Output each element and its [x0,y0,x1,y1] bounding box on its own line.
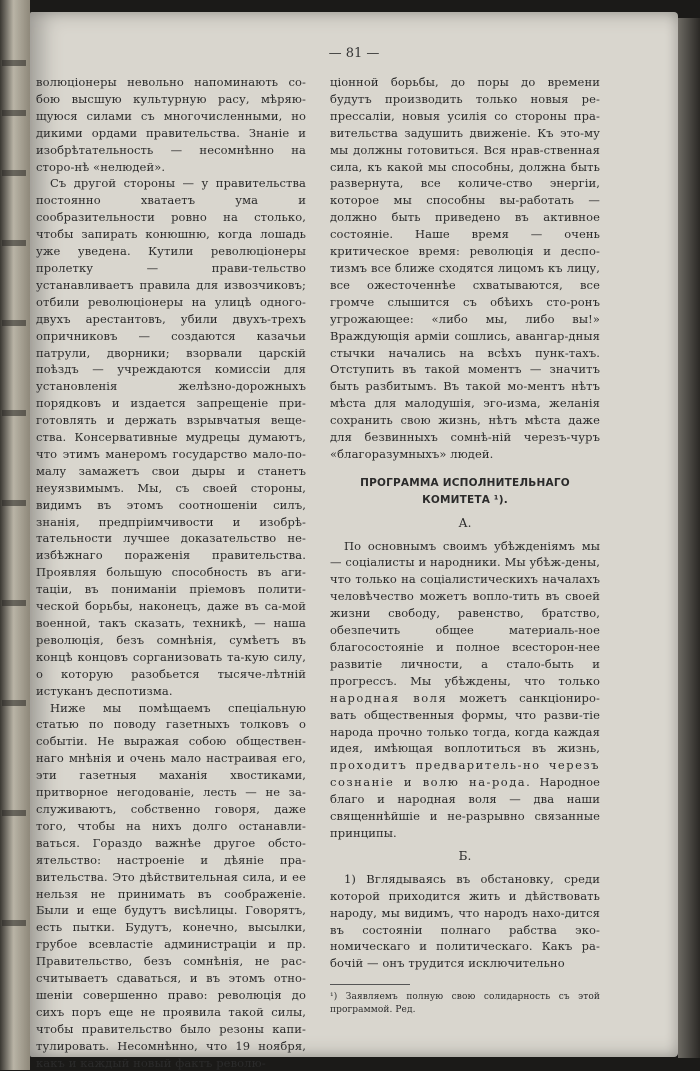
section-a-heading: А. [458,515,472,530]
left-paragraph-2: Съ другой стороны — у правительства постоянно хватаетъ ума и сообразительности ровно на столько, чтобы запирать конюшню, когда лошадь уже уведена. Кутили революціонеры пролетку — прави-тельство устанавливаетъ правила для извозчиковъ; отбили революціонеры на улицѣ одного-двухъ арестантовъ, убили двухъ-трехъ опричниковъ — создаются казачьи патрули, дворники; взорвали царскій поѣздъ — учреждаются комиссіи для установленія желѣзно-дорожныхъ порядковъ и издается запрещеніе при-готовлять и держать взрывчатыя веще-ства. Консервативные мудрецы думаютъ, что этимъ манеромъ государство мало-по-малу замажетъ свои дыры и станетъ неуязвимымъ. Мы, съ своей стороны, видимъ въ этомъ соотношеніи силъ, знанія, предпріимчивости и изобрѣ-тательности лучшее доказательство не-избѣжнаго пораженія правительства. Проявляя большую способность въ аги-таціи, въ пониманіи пріемовъ полити-ческой борьбы, наконецъ, даже въ са-мой военной, такъ сказать, техникѣ, — наша революція, безъ сомнѣнія, сумѣетъ въ концѣ концовъ сорганизовать та-кую силу, о которую разобьется тысяче-лѣтній истуканъ деспотизма. [36,176,306,698]
book-page [30,12,678,1070]
section-a-text-2: можетъ санкціониро-вать общественныя формы, что разви-тіе народа прочно только тогда, когда каждая идея, имѣющая воплотиться въ жизнь, [330,690,600,756]
right-column [330,74,600,1017]
footnote-divider [330,984,410,985]
section-a-emphasis-1: народная воля [330,690,448,705]
left-paragraph-1: волюціонеры невольно напоминають со-бою высшую культурную расу, мѣряю-щуюся силами съ многочисленными, но дикими ордами правительства. Знаніе и изобрѣтательность — несомнѣнно на сторо-нѣ «нелюдей». [36,75,306,174]
section-b-paragraph: 1) Вглядываясь въ обстановку, среди которой приходится жить и дѣйствовать народу, мы видимъ, что народъ нахо-дится въ состояніи полнаго рабства эко-номическаго и политическаго. Какъ ра-бочій — онъ трудится исключительно [330,871,600,971]
section-a-text-3: Народное благо и народная воля — два наши священнѣйшіе и не-разрывно связанные принципы. [330,775,600,840]
section-a-text-1: По основнымъ своимъ убѣжденіямъ мы — соціалисты и народники. Мы убѣж-дены, что только на соціалистическихъ началахъ человѣчество можетъ вопло-тить въ своей жизни свободу, равенство, братство, обезпечить общее материаль-ное благосостояніе и полное всесторон-нее развитіе личности, а стало-быть и прогрессъ. Мы убѣждены, что только [330,538,600,688]
program-heading: ПРОГРАММА ИСПОЛНИТЕЛЬНАГО КОМИТЕТА ¹). [360,476,570,506]
page-edge-right [678,18,700,1058]
footnote: ¹) Заявляемъ полную свою солидарность съ этой программой. Ред. [330,992,600,1016]
section-b-heading: Б. [458,848,472,863]
section-a-paragraph [330,538,600,842]
previous-page-edge [0,0,30,1070]
left-paragraph-3: Ниже мы помѣщаемъ спеціальную статью по поводу газетныхъ толковъ о событіи. Не выражая собою обществен-наго мнѣнія и очень мало настраивая его, эти газетныя маханія хвостиками, притворное негодованіе, лесть — не за-служиваютъ, собственно говоря, даже того, чтобы на нихъ долго останавли-ваться. Гораздо важнѣе другое обсто-ятельство: настроеніе и дѣяніе пра-вительства. Это дѣйствительная сила, и ее нельзя не принимать въ соображеніе. Были и еще будутъ висѣлицы. Говорятъ, есть пытки. Будутъ, конечно, высылки, грубое всевластіе администраціи и пр. Правительство, безъ сомнѣнія, не рас-считываетъ сдаваться, и въ этомъ отно-шеніи совершенно право: революція до сихъ поръ еще не проявила такой силы, чтобы правительство было резоны капи-тулировать. Несомнѣнно, что 19 ноября, какъ и каждый новый фактъ револю- [36,700,306,1070]
left-column [36,74,306,1071]
section-a-emphasis-2: проходитъ предваритель-но черезъ сознаніе и волю на-рода. [330,758,600,790]
right-paragraph-1: ціонной борьбы, до поры до времени будутъ производить только новыя ре-прессаліи, новыя усилія со стороны пра-вительства задушить движеніе. Къ это-му мы должны готовиться. Вся нрав-ственная сила, къ какой мы способны, должна быть развернута, все количе-ство энергіи, которое мы способны вы-работать — должно быть приведено въ активное состояніе. Наше время — очень критическое время: революція и деспо-тизмъ все ближе сходятся лицомъ къ лицу, все ожесточеннѣе схватываются, все громче слышится съ обѣихъ сто-ронъ угрожающее: «либо мы, либо вы!» Враждующія арміи сошлись, авангар-дныя стычки начались на всѣхъ пунк-тахъ. Отступить въ такой моментъ — значитъ быть разбитымъ. Въ такой мо-ментъ нѣтъ мѣста для малодушія, эго-изма, желанія сохранить свою жизнь, нѣтъ мѣста даже для безвинныхъ сомнѣ-ній черезъ-чуръ «благоразумныхъ» людей. [330,75,600,461]
page-number: — 81 — [328,46,380,61]
